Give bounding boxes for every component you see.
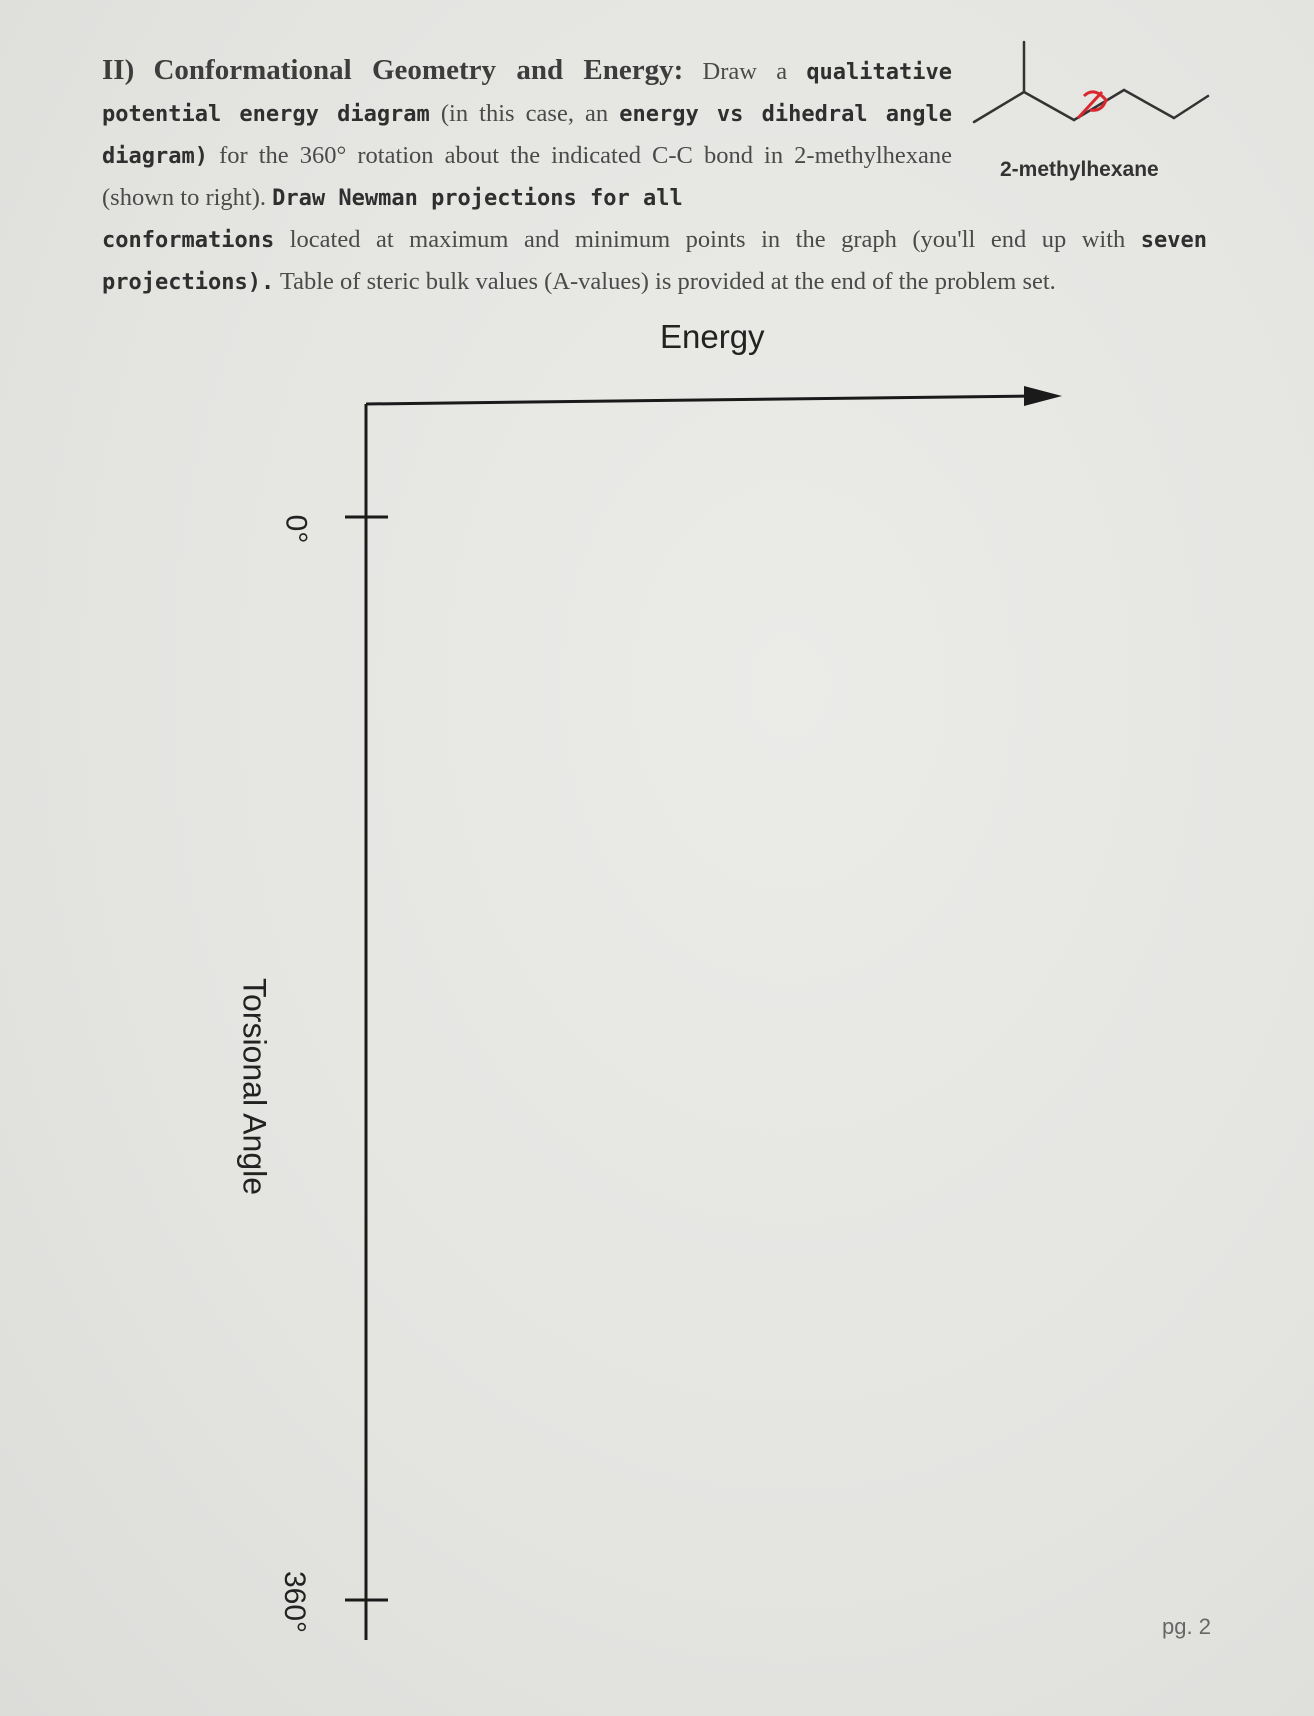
q-line2-plain: (in this case, an <box>440 100 609 127</box>
q-line5-plain: located at maximum and minimum points in the graph (you'll end up with <box>289 226 1126 253</box>
q-line1-bold: qualitative <box>806 60 953 85</box>
q-line2-bold-a: potential energy diagram <box>102 102 430 127</box>
q-line3-bold: diagram) <box>102 144 208 169</box>
energy-axis-arrowhead <box>1024 386 1062 406</box>
q-line6-plain: Table of steric bulk values (A-values) is provided at the end of the problem set. <box>279 268 1056 295</box>
q-line6-bold: projections). <box>102 270 275 295</box>
energy-axis-label: Energy <box>660 318 765 355</box>
page-number: pg. 2 <box>1162 1614 1211 1639</box>
molecule-name: 2-methylhexane <box>1000 158 1159 181</box>
tick-label-360: 360° <box>278 1570 312 1634</box>
tick-label-0: 0° <box>279 514 313 544</box>
energy-axis-line <box>366 396 1035 404</box>
q-line1-plain: Draw a <box>702 58 788 85</box>
q-line4-bold: Draw Newman projections for all <box>272 186 683 211</box>
torsional-angle-label: Torsional Angle <box>236 977 273 1196</box>
q-line3-plain: for the 360° rotation about the indicated C-C bond in 2-methylhexane (shown to right). <box>102 142 953 211</box>
q-line5-bold-b: seven <box>1140 228 1208 253</box>
q-line5-bold: conformations <box>102 228 275 253</box>
q-line2-bold-b: energy vs dihedral angle <box>619 102 953 127</box>
question-number: II) <box>102 54 135 86</box>
question-heading: Conformational Geometry and Energy: <box>153 54 684 86</box>
